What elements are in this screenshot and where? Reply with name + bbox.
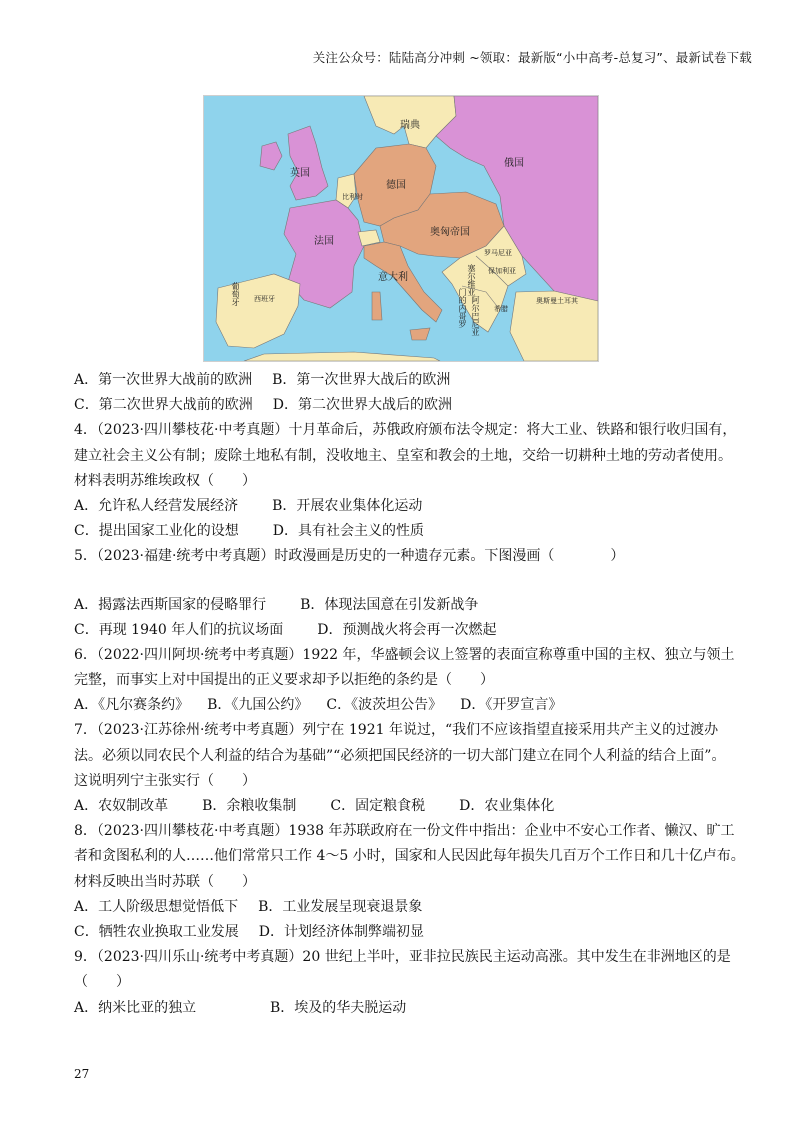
map-label-ottoman: 奥斯曼土耳其: [536, 297, 578, 305]
map-label-germany: 德国: [386, 180, 406, 191]
q4-stem-line3: 材料表明苏维埃政权（ ）: [74, 472, 256, 489]
q8-stem-line1: 8．（2023·四川攀枝花·中考真题）1938 年苏联政府在一份文件中指出：企业中不安心工作者、懒汉、旷工: [74, 823, 735, 840]
q6-stem-line1: 6．（2022·四川阿坝·统考中考真题）1922 年，华盛顿会议上签署的表面宣称尊重中国的主权、独立与领土: [74, 646, 735, 663]
map-label-spain: 西班牙: [254, 295, 275, 303]
q9-stem-line1: 9．（2023·四川乐山·统考中考真题）20 世纪上半叶，亚非拉民族民主运动高涨。其中发生在非洲地区的是: [74, 949, 731, 966]
q3-option-a[interactable]: A．第一次世界大战前的欧洲: [74, 372, 253, 388]
q7-option-b[interactable]: B．余粮收集制: [202, 798, 297, 814]
q4-option-b[interactable]: B．开展农业集体化运动: [272, 497, 423, 514]
map-label-romania: 罗马尼亚: [484, 249, 512, 257]
map-label-montenegro: 门的内哥罗: [458, 288, 467, 328]
q5-option-a[interactable]: A．揭露法西斯国家的侵略罪行: [74, 596, 267, 613]
map-label-serbia: 塞尔维亚: [467, 264, 476, 296]
q9-stem-line2: （ ）: [74, 974, 130, 991]
q9-options-row1: [74, 996, 744, 1021]
question-content: [74, 368, 744, 1021]
q5-option-b[interactable]: B．体现法国意在引发新战争: [300, 596, 479, 613]
europe-map-figure: [203, 95, 599, 362]
q7-option-d[interactable]: D．农业集体化: [459, 798, 555, 814]
q6-option-a[interactable]: A．《凡尔赛条约》: [74, 697, 190, 714]
q8-option-d[interactable]: D．计划经济体制弊端初显: [258, 923, 424, 940]
q5-options-row1: [74, 593, 744, 618]
q5-stem: 5．（2023·福建·统考中考真题）时政漫画是历史的一种遗存元素。下图漫画（ ）: [74, 548, 625, 565]
q4-option-d[interactable]: D．具有社会主义的性质: [272, 523, 424, 540]
q9-option-a[interactable]: A．纳米比亚的独立: [74, 999, 197, 1016]
q4-option-a[interactable]: A．允许私人经营发展经济: [74, 497, 239, 514]
map-label-greece: 希腊: [494, 305, 508, 313]
q5-option-c[interactable]: C．再现 1940 年人们的抗议场面: [74, 621, 284, 638]
q3-option-b[interactable]: B．第一次世界大战后的欧洲: [272, 372, 451, 388]
q7-option-c[interactable]: C．固定粮食税: [330, 798, 426, 814]
page-header: 关注公众号：陆陆高分冲刺 ~领取：最新版“小中高考-总复习”、最新试卷下载: [312, 50, 752, 65]
q5-cartoon-placeholder: [74, 570, 744, 593]
q8-option-c[interactable]: C．牺牲农业换取工业发展: [74, 923, 239, 940]
map-label-bulgaria: 保加利亚: [488, 267, 516, 275]
q4-stem-line1: 4．（2023·四川攀枝花·中考真题）十月革命后，苏俄政府颁布法令规定：将大工业、铁路和银行收归国有，: [74, 422, 737, 439]
q8-option-a[interactable]: A．工人阶级思想觉悟低下: [74, 898, 239, 915]
q4-option-c[interactable]: C．提出国家工业化的设想: [74, 523, 239, 540]
q4-stem-line2: 建立社会主义公有制；废除土地私有制，没收地主、皇室和教会的土地，交给一切耕种土地的劳动者使用。: [74, 447, 732, 464]
map-label-france: 法国: [314, 236, 334, 247]
map-label-austria-hungary: 奥匈帝国: [430, 227, 470, 238]
q7-stem-line1: 7．（2023·江苏徐州·统考中考真题）列宁在 1921 年说过，“我们不应该指望直接采用共产主义的过渡办: [74, 722, 719, 739]
q6-stem-line2: 完整，而事实上对中国提出的正义要求却予以拒绝的条约是（ ）: [74, 672, 494, 689]
q7-options: [74, 794, 744, 819]
q6-option-c[interactable]: C．《波茨坦公告》: [326, 697, 443, 714]
q8-options-row2: [74, 920, 744, 945]
q9-option-b[interactable]: B．埃及的华夫脱运动: [270, 999, 407, 1016]
europe-map-graphic: [204, 96, 598, 361]
q8-stem-line2: 者和贪图私利的人……他们常常只工作 4～5 小时，国家和人民因此每年损失几百万个工作日和几十亿卢布。: [74, 848, 745, 865]
q3-option-c[interactable]: C．第二次世界大战前的欧洲: [74, 397, 253, 414]
map-label-portugal: 葡萄牙: [231, 282, 240, 306]
q4-options-row2: [74, 519, 744, 544]
map-label-russia: 俄国: [504, 158, 524, 169]
q6-options: [74, 693, 744, 718]
q7-stem-line3: 这说明列宁主张实行（ ）: [74, 772, 256, 789]
page-number: 27: [74, 1067, 90, 1081]
q3-option-d[interactable]: D．第二次世界大战后的欧洲: [272, 397, 452, 414]
map-label-uk: 英国: [290, 168, 310, 179]
q8-stem-line3: 材料反映出当时苏联（ ）: [74, 873, 256, 890]
map-label-italy: 意大利: [378, 272, 408, 283]
q7-stem-line2: 法。必须以同农民个人利益的结合为基础”“必须把国民经济的一切大部门建立在同个人利益的结合上面”。: [74, 747, 726, 764]
q6-option-d[interactable]: D．《开罗宣言》: [460, 697, 563, 714]
q3-options-row2: [74, 393, 744, 418]
q4-options-row1: [74, 494, 744, 519]
map-label-sweden: 瑞典: [400, 120, 420, 131]
q6-option-b[interactable]: B．《九国公约》: [207, 697, 309, 714]
q5-options-row2: [74, 618, 744, 643]
q7-option-a[interactable]: A．农奴制改革: [74, 798, 169, 814]
map-label-belgium: 比利时: [342, 193, 363, 201]
q8-option-b[interactable]: B．工业发展呈现衰退景象: [258, 898, 423, 915]
q5-option-d[interactable]: D．预测战火将会再一次燃起: [317, 621, 497, 638]
q3-options-row1: [74, 368, 744, 393]
map-label-albania: 阿尔巴尼亚: [471, 296, 480, 336]
q8-options-row1: [74, 895, 744, 920]
